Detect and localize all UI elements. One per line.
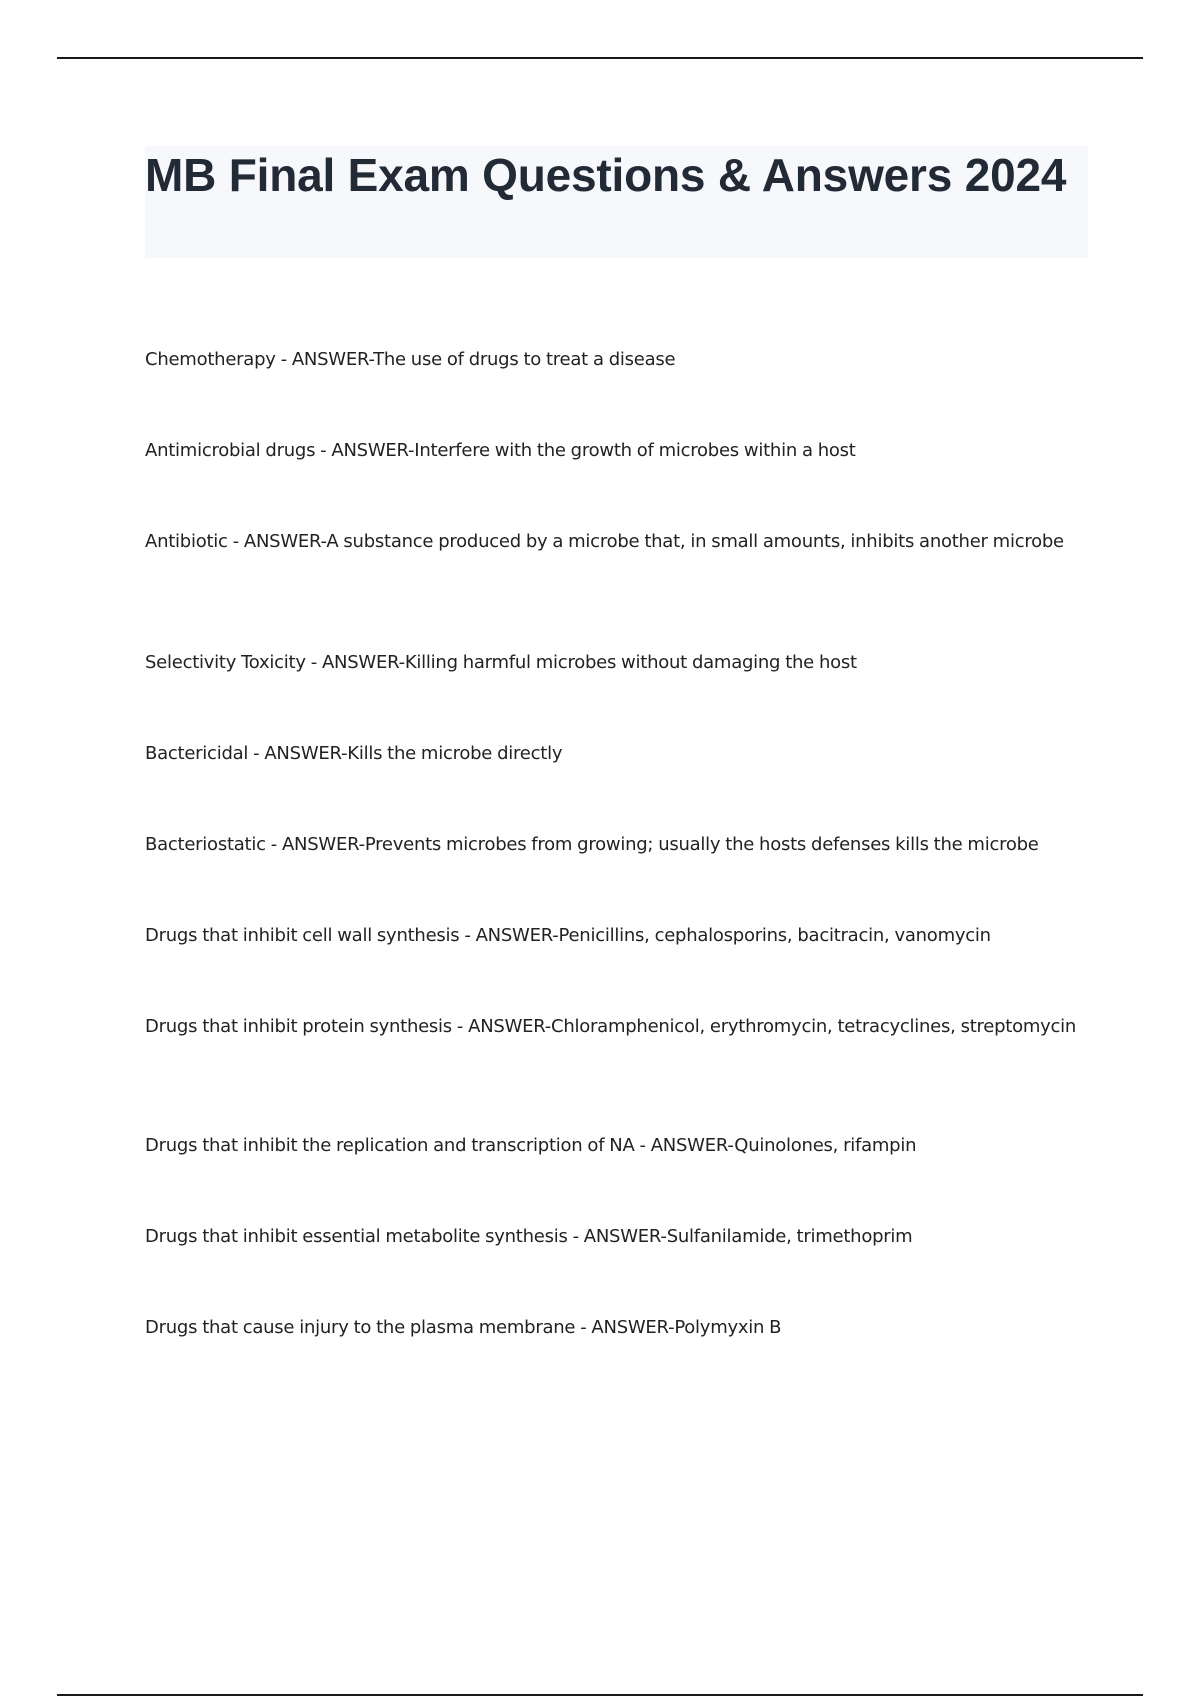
qa-term: Selectivity Toxicity xyxy=(145,652,306,673)
qa-separator: - ANSWER- xyxy=(275,349,374,370)
qa-answer: Sulfanilamide, trimethoprim xyxy=(666,1226,913,1247)
qa-separator: - ANSWER- xyxy=(567,1226,667,1247)
qa-term: Drugs that inhibit the replication and transcription of NA xyxy=(145,1135,635,1156)
qa-term: Chemotherapy xyxy=(145,349,276,370)
qa-term: Antimicrobial drugs xyxy=(145,440,316,461)
qa-answer: Interfere with the growth of microbes within a host xyxy=(414,440,856,461)
document-title: MB Final Exam Questions & Answers 2024 xyxy=(145,149,1067,201)
qa-separator: - ANSWER- xyxy=(575,1317,675,1338)
qa-item xyxy=(145,1012,1085,1041)
qa-separator: - ANSWER- xyxy=(265,834,365,855)
qa-separator: - ANSWER- xyxy=(459,925,559,946)
qa-separator: - ANSWER- xyxy=(227,531,327,552)
qa-item xyxy=(145,921,1085,950)
qa-answer: Polymyxin B xyxy=(674,1317,782,1338)
qa-separator: - ANSWER- xyxy=(248,743,348,764)
qa-separator: - ANSWER- xyxy=(451,1016,552,1037)
qa-answer: A substance produced by a microbe that, in small amounts, inhibits another microbe xyxy=(326,531,1064,552)
qa-item xyxy=(145,436,1085,465)
qa-item xyxy=(145,648,1085,677)
qa-answer: Quinolones, rifampin xyxy=(734,1135,917,1156)
qa-separator: - ANSWER- xyxy=(315,440,415,461)
qa-answer: Killing harmful microbes without damaging the host xyxy=(404,652,857,673)
qa-item xyxy=(145,830,1085,859)
title-block xyxy=(145,146,1088,258)
qa-term: Drugs that inhibit cell wall synthesis xyxy=(145,925,460,946)
qa-answer: Prevents microbes from growing; usually the hosts defenses kills the microbe xyxy=(364,834,1039,855)
qa-answer: Kills the microbe directly xyxy=(347,743,563,764)
qa-answer: The use of drugs to treat a disease xyxy=(373,349,676,370)
qa-item xyxy=(145,345,1085,374)
qa-term: Antibiotic xyxy=(145,531,228,552)
qa-term: Bacteriostatic xyxy=(145,834,266,855)
qa-item xyxy=(145,1131,1085,1160)
qa-term: Bactericidal xyxy=(145,743,249,764)
top-rule xyxy=(57,57,1143,59)
qa-term: Drugs that inhibit essential metabolite synthesis xyxy=(145,1226,568,1247)
qa-item xyxy=(145,527,1085,556)
qa-item xyxy=(145,1222,1085,1251)
qa-term: Drugs that inhibit protein synthesis xyxy=(145,1016,452,1037)
qa-separator: - ANSWER- xyxy=(634,1135,735,1156)
qa-item xyxy=(145,1313,1085,1342)
qa-item xyxy=(145,739,1085,768)
qa-separator: - ANSWER- xyxy=(305,652,405,673)
qa-term: Drugs that cause injury to the plasma membrane xyxy=(145,1317,576,1338)
qa-answer: Chloramphenicol, erythromycin, tetracyclines, streptomycin xyxy=(551,1016,1077,1037)
bottom-rule xyxy=(57,1694,1143,1696)
qa-answer: Penicillins, cephalosporins, bacitracin, vanomycin xyxy=(558,925,991,946)
